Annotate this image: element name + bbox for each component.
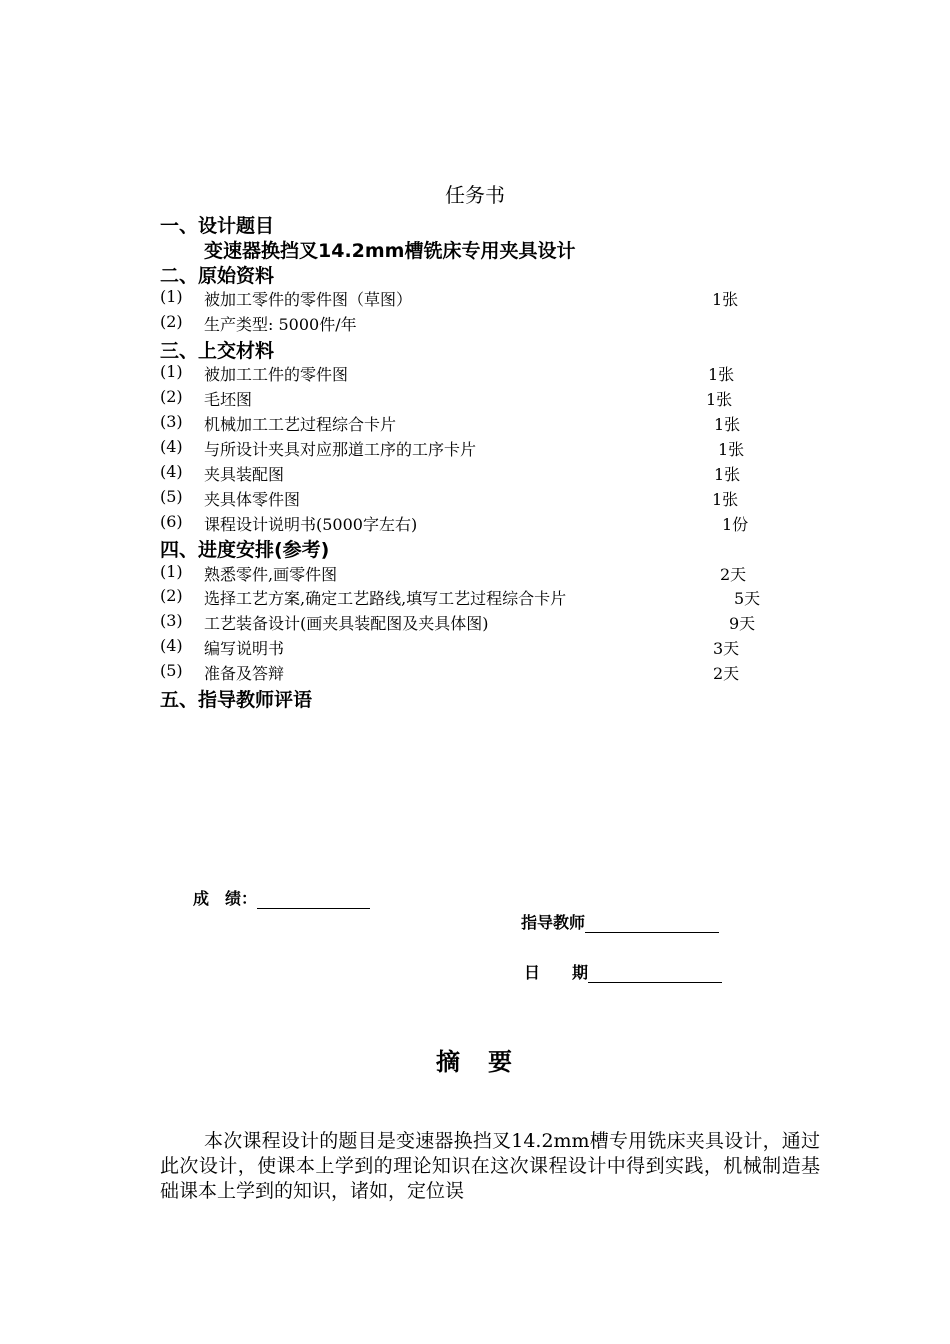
teacher-field bbox=[521, 910, 719, 933]
list-item-qty: 1张 bbox=[714, 465, 741, 484]
list-item-qty: 1张 bbox=[718, 440, 745, 459]
page-title: 任务书 bbox=[445, 183, 505, 207]
section-3-heading: 三、上交材料 bbox=[160, 340, 275, 362]
list-item-text: 生产类型: 5000件/年 bbox=[204, 315, 357, 334]
list-item-num: (4) bbox=[160, 636, 183, 655]
list-item-num: (1) bbox=[160, 362, 183, 381]
list-item-qty: 2天 bbox=[720, 565, 747, 584]
list-item-num: (3) bbox=[160, 611, 183, 630]
list-item-num: (5) bbox=[160, 661, 183, 680]
list-item-text: 毛坯图 bbox=[204, 390, 253, 409]
section-1-heading: 一、设计题目 bbox=[160, 215, 275, 237]
list-item-num: (2) bbox=[160, 312, 183, 331]
list-item-num: (4) bbox=[160, 437, 183, 456]
list-item-num: (5) bbox=[160, 487, 183, 506]
list-item-num: (2) bbox=[160, 387, 183, 406]
list-item-text: 机械加工工艺过程综合卡片 bbox=[204, 415, 397, 434]
date-label: 日 期 bbox=[524, 963, 589, 982]
list-item-text: 选择工艺方案,确定工艺路线,填写工艺过程综合卡片 bbox=[204, 589, 567, 608]
list-item-qty: 1张 bbox=[708, 365, 735, 384]
list-item-text: 课程设计说明书(5000字左右) bbox=[204, 515, 418, 534]
list-item-text: 被加工工件的零件图 bbox=[204, 365, 349, 384]
list-item-num: (4) bbox=[160, 462, 183, 481]
list-item-qty: 9天 bbox=[729, 614, 756, 633]
grade-label: 成 绩： bbox=[193, 889, 258, 908]
list-item-text: 熟悉零件,画零件图 bbox=[204, 565, 338, 584]
list-item-text: 工艺装备设计(画夹具装配图及夹具体图) bbox=[204, 614, 489, 633]
section-5-heading: 五、指导教师评语 bbox=[160, 689, 313, 711]
list-item-qty: 5天 bbox=[734, 589, 761, 608]
list-item-text: 夹具体零件图 bbox=[204, 490, 301, 509]
list-item-qty: 1张 bbox=[712, 290, 739, 309]
list-item-text: 准备及答辩 bbox=[204, 664, 285, 683]
list-item-qty: 1张 bbox=[706, 390, 733, 409]
list-item-qty: 1张 bbox=[714, 415, 741, 434]
section-4-heading: 四、进度安排(参考) bbox=[160, 539, 330, 561]
abstract-paragraph: 本次课程设计的题目是变速器换挡叉14.2mm槽专用铣床夹具设计，通过此次设计，使课本上学到的理论知识在这次课程设计中得到实践，机械制造基础课本上学到的知识，诸如，定位误 bbox=[160, 1130, 820, 1202]
date-field bbox=[524, 960, 722, 983]
list-item-qty: 1份 bbox=[722, 515, 749, 534]
date-blank-line bbox=[588, 964, 722, 983]
section-2-heading: 二、原始资料 bbox=[160, 265, 275, 287]
list-item-text: 与所设计夹具对应那道工序的工序卡片 bbox=[204, 440, 477, 459]
teacher-label: 指导教师 bbox=[521, 913, 586, 932]
list-item-text: 编写说明书 bbox=[204, 639, 285, 658]
list-item-num: (2) bbox=[160, 586, 183, 605]
design-topic: 变速器换挡叉14.2mm槽铣床专用夹具设计 bbox=[204, 240, 576, 262]
list-item-num: (1) bbox=[160, 287, 183, 306]
list-item-num: (1) bbox=[160, 562, 183, 581]
abstract-title: 摘 要 bbox=[436, 1048, 514, 1076]
grade-blank-line bbox=[257, 890, 370, 909]
list-item-text: 被加工零件的零件图（草图） bbox=[204, 290, 413, 309]
list-item-qty: 1张 bbox=[712, 490, 739, 509]
grade-field bbox=[193, 886, 370, 909]
list-item-num: (6) bbox=[160, 512, 183, 531]
list-item-num: (3) bbox=[160, 412, 183, 431]
list-item-qty: 2天 bbox=[713, 664, 740, 683]
teacher-blank-line bbox=[585, 914, 719, 933]
list-item-text: 夹具装配图 bbox=[204, 465, 285, 484]
list-item-qty: 3天 bbox=[713, 639, 740, 658]
